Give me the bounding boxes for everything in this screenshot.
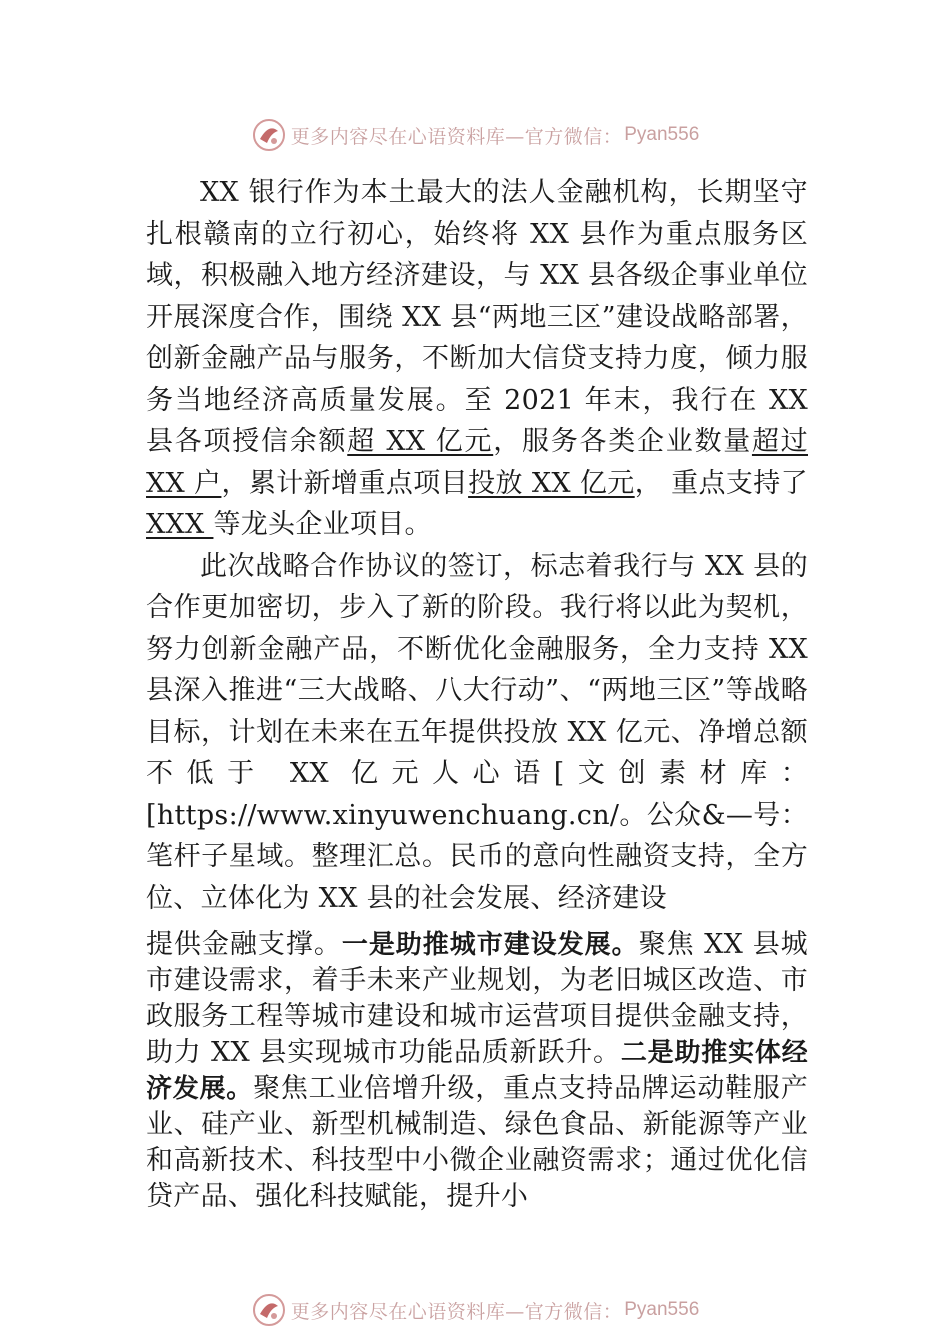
p3-heading-2: 二是助推实体经济发展。 [146, 1038, 808, 1104]
watermark-logo-icon [251, 117, 287, 153]
p1-text-3: ，累计新增重点项目 [221, 467, 469, 499]
p3-text-3: 聚焦工业倍增升级，重点支持品牌运动鞋服产业、硅产业、新型机械制造、绿色食品、新能源等产业和高新技术、科技型中小微企业融资需求；通过优化信贷产品、强化科技赋能，提升小 [146, 1073, 808, 1212]
p1-text-5: 等龙头企业项目。 [213, 509, 432, 540]
p1-text-2: ，服务各类企业数量 [493, 426, 752, 457]
paragraph-2 [146, 546, 808, 920]
p1-underline-credit: 超 XX 亿元 [347, 426, 494, 457]
paragraph-1 [146, 172, 808, 546]
document-body [146, 172, 808, 1242]
p1-text-4: ， 重点支持了 [634, 467, 808, 499]
p3-text-1: 提供金融支撑。 [146, 929, 342, 960]
p1-text-1: XX 银行作为本土最大的法人金融机构，长期坚守扎根赣南的立行初心，始终将 XX 县作为重点服务区域，积极融入地方经济建设，与 XX 县各级企事业单位开展深度合作，围绕 XX 县“两地三区”建设战略部署，创新金融产品与服务，不断加大信贷支持力度，倾力服务当地经济高质量发展。至 2021 年末，我行在 XX 县各项授信余额 [146, 177, 808, 457]
watermark-footer [0, 1290, 950, 1330]
watermark-header [0, 115, 950, 155]
p2-text: 此次战略合作协议的签订，标志着我行与 XX 县的合作更加密切，步入了新的阶段。我行将以此为契机，努力创新金融产品，不断优化金融服务，全力支持 XX 县深入推进“三大战略、八大行动”、“两地三区”等战略目标，计划在未来在五年提供投放 XX 亿元、净增总额不低于 XX 亿元人心语[文创素材库：[https://www.xinyuwenchuang.cn/。公众&—号：笔杆子星域。整理汇总。民币的意向性融资支持，全方位、立体化为 XX 县的社会发展、经济建设 [146, 550, 808, 914]
p1-underline-enterprises: 超过 XX 户 [146, 426, 808, 499]
p3-text-2: 聚焦 XX 县城市建设需求，着手未来产业规划，为老旧城区改造、市政服务工程等城市建设和城市运营项目提供金融支持，助力 XX 县实现城市功能品质新跃升。 [146, 929, 808, 1068]
paragraph-3 [146, 927, 808, 1215]
watermark-text: 更多内容尽在心语资料库—官方微信： [290, 1300, 623, 1323]
watermark-logo-icon [251, 1292, 287, 1328]
watermark-text: 更多内容尽在心语资料库—官方微信： [290, 125, 623, 148]
watermark-wechat-id: Pyan556 [624, 124, 700, 145]
p1-underline-xxx: XXX [146, 509, 214, 540]
watermark-wechat-id: Pyan556 [624, 1299, 700, 1320]
p3-heading-1: 一是助推城市建设发展。 [341, 930, 639, 960]
p1-underline-projects: 投放 XX 亿元 [468, 467, 635, 499]
